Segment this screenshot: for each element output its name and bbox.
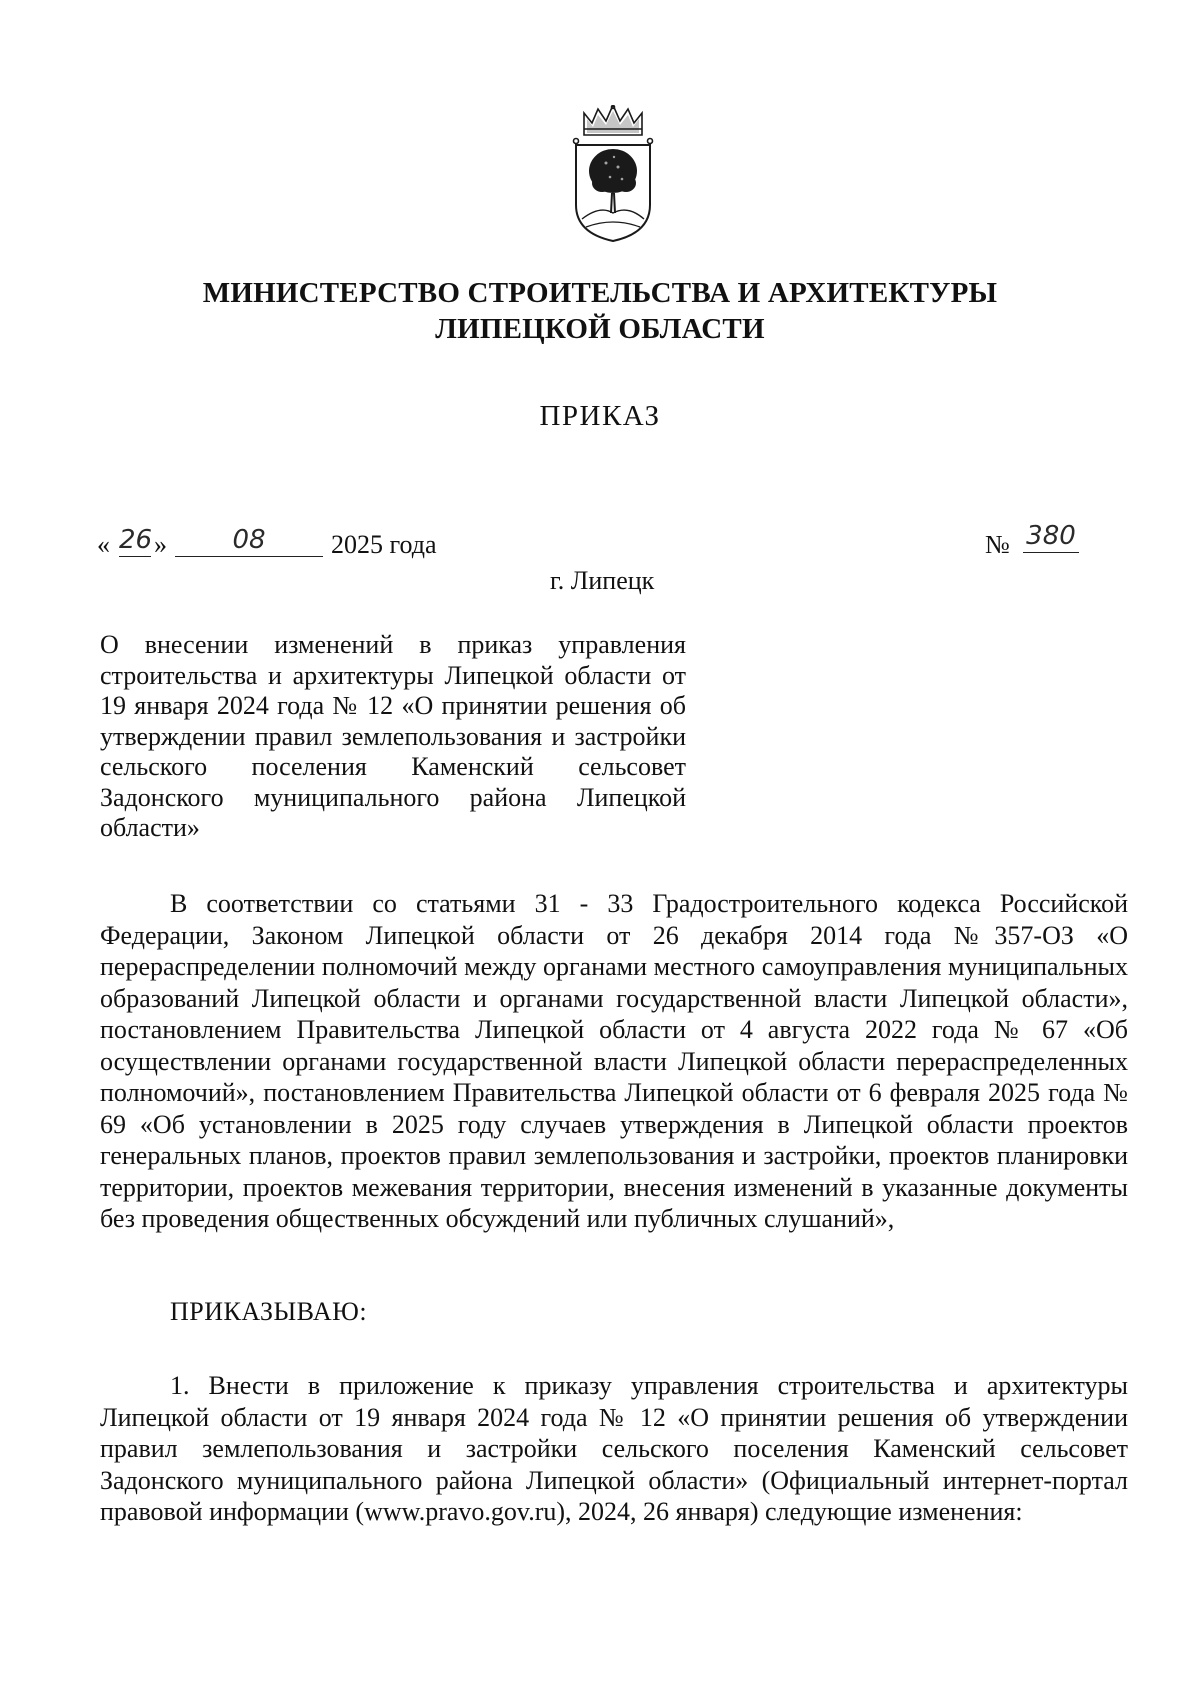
document-number [985,521,1115,570]
ministry-title-line1: МИНИСТЕРСТВО СТРОИТЕЛЬСТВА И АРХИТЕКТУРЫ [202,277,998,309]
basis-text: В соответствии со статьями 31 - 33 Градостроительного кодекса Российской Федерации, Законом Липецкой области от 26 декабря 2014 года №357-ОЗ «О перераспределении полномочий между органами местного самоуправления муниципальных образований Липецкой области и органами государственной власти Липецкой области», постановлением Правительства Липецкой области от 4 августа 2022 года № 67 «Об осуществлении органами государственной власти Липецкой области перераспределенных полномочий», постановлением Правительства Липецкой области от 6 февраля 2025 года № 69 «Об установлении в 2025 году случаев утверждения в Липецкой области проектов генеральных планов, проектов правил землепользования и застройки, проектов планировки территории, проектов межевания территории, внесения изменений в указанные документы без проведения общественных обсуждений или публичных слушаний», [100,889,1128,1233]
document-subject: О внесении изменений в приказ управления строительства и архитектуры Липецкой области от 19 января 2024 года № 12 «О принятии решения об утверждении правил землепользования и застройки сельского поселения Каменский сельсовет Задонского муниципального района Липецкой области» [100,630,686,842]
date-day: 26 [119,525,153,555]
document-type: ПРИКАЗ [539,400,661,432]
basis-paragraph [100,888,1128,1235]
number-value: 380 [1023,520,1079,553]
order-word: ПРИКАЗЫВАЮ: [170,1297,368,1326]
date-close-quote: » [154,530,167,559]
date-year: 2025 года [331,530,437,559]
city: г. Липецк [550,566,655,595]
item-1-text: 1. Внести в приложение к приказу управления строительства и архитектуры Липецкой области от 19 января 2024 года № 12 «О принятии решения об утверждении правил землепользования и застройки сельского поселения Каменский сельсовет Задонского муниципального района Липецкой области» (Официальный интернет-портал правовой информации (www.pravo.gov.ru), 2024, 26 января) следующие изменения: [100,1371,1128,1526]
date-month: 08 [175,524,323,557]
coat-of-arms-icon [570,105,656,245]
date-open-quote: « [97,530,110,559]
ministry-title-line2: ЛИПЕЦКОЙ ОБЛАСТИ [435,313,765,345]
number-sign: № [985,530,1010,559]
item-1-paragraph [100,1370,1128,1528]
document-date [97,525,497,570]
